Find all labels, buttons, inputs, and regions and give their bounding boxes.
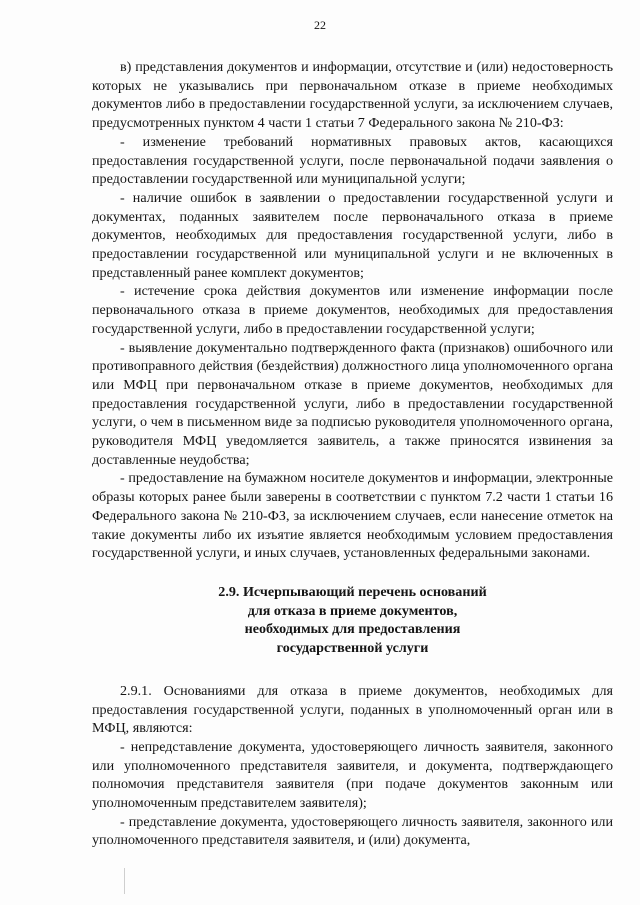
paragraph-2-9-1: 2.9.1. Основаниями для отказа в приеме документов, необходимых для предоставления государственной услуги, поданных в уполномоченный орган или в МФЦ, являются: <box>92 682 613 737</box>
scan-artifact <box>124 868 125 894</box>
paragraph-item-v: в) представления документов и информации, отсутствие и (или) недостоверность которых не указывались при первоначальном отказе в приеме необходимых документов либо в предоставлении государственной услуги, за исключением случаев, предусмотренных пунктом 4 части 1 статьи 7 Федерального закона № 210-ФЗ: <box>92 59 613 132</box>
paragraph-normative-change: - изменение требований нормативных правовых актов, касающихся предоставления государственной услуги, после первоначальной подачи заявления о предоставлении государственной или муниципальной услуги; <box>92 133 613 188</box>
section-heading-2-9 <box>92 583 613 658</box>
section-heading-line: необходимых для предоставления <box>244 621 461 638</box>
paragraph-no-identity-document: - непредставление документа, удостоверяющего личность заявителя, законного или уполномоченного представителя заявителя, и документа, подтверждающего полномочия представителя заявителя (при подаче документов законным или уполномоченным представителем заявителя); <box>92 738 613 812</box>
paragraph-erroneous-action: - выявление документально подтвержденного факта (признаков) ошибочного или противоправного действия (бездействия) должностного лица уполномоченного органа или МФЦ при первоначальном отказе в приеме документов, необходимых для предоставления государственной услуги, либо в предоставлении государственной услуги, о чем в письменном виде за подписью руководителя уполномоченного органа, руководителя МФЦ уведомляется заявитель, а также приносятся извинения за доставленные неудобства; <box>92 339 613 468</box>
paragraph-identity-document: - представление документа, удостоверяющего личность заявителя, законного или уполномоченного представителя заявителя, и (или) документа, <box>92 813 613 849</box>
paragraph-application-errors: - наличие ошибок в заявлении о предоставлении государственной услуги и документах, поданных заявителем после первоначального отказа в приеме документов, необходимых для предоставления государственной услуги, либо в предоставлении государственной или муниципальной услуги и не включенных в представленный ранее комплект документов; <box>92 189 613 281</box>
page-number: 22 <box>314 18 326 32</box>
section-heading-line: для отказа в приеме документов, <box>247 602 458 619</box>
page-content <box>92 58 613 850</box>
section-heading-line: государственной услуги <box>276 640 429 657</box>
section-heading-line: 2.9. Исчерпывающий перечень оснований <box>218 583 487 600</box>
paragraph-document-expiry: - истечение срока действия документов или изменение информации после первоначального отказа в приеме документов, необходимых для предоставления государственной услуги, либо в предоставлении государственной услуги; <box>92 283 613 337</box>
paragraph-paper-documents: - предоставление на бумажном носителе документов и информации, электронные образы которых ранее были заверены в соответствии с пунктом 7.2 части 1 статьи 16 Федерального закона № 210-ФЗ, за исключением случаев, если нанесение отметок на такие документы либо их изъятие является необходимым условием предоставления государственной услуги, и иных случаев, установленных федеральными законами. <box>92 470 613 562</box>
